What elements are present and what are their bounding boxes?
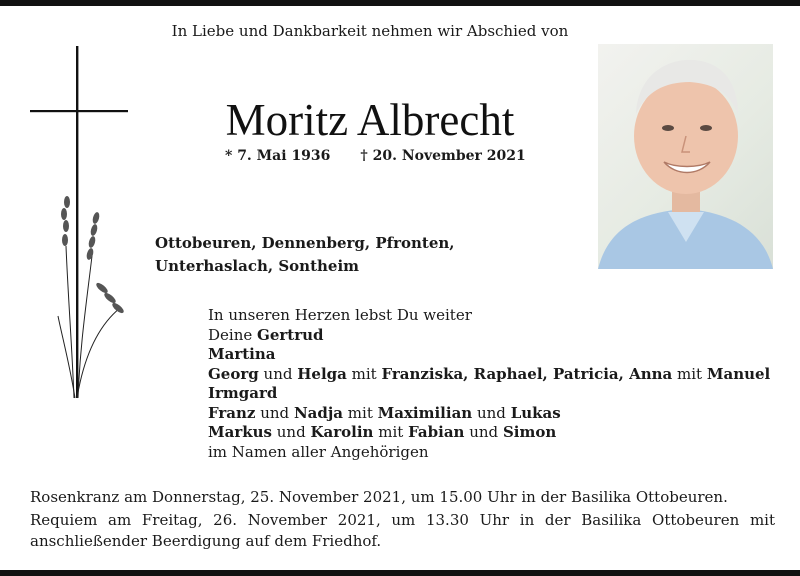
cross-with-wheat-icon: [28, 46, 138, 406]
family-motto: In unseren Herzen lebst Du weiter: [208, 306, 472, 324]
family-line-gertrud: Deine Gertrud: [208, 325, 324, 344]
places-line-1: Ottobeuren, Dennenberg, Pfronten,: [155, 234, 455, 252]
family-line-martina: Martina: [208, 345, 276, 363]
requiem-notice-line-2: anschließender Beerdigung auf dem Friedhof.: [30, 532, 382, 550]
family-list: [208, 306, 770, 462]
requiem-notice-line-1: Requiem am Freitag, 26. November 2021, um 13.30 Uhr in der Basilika Ottobeuren mit: [30, 511, 775, 529]
birth-date: * 7. Mai 1936: [225, 148, 331, 164]
portrait-illustration: [598, 44, 773, 269]
family-line-markus: Markus und Karolin mit Fabian und Simon: [208, 423, 557, 441]
family-closing: im Namen aller Angehörigen: [208, 442, 429, 461]
top-border: [0, 0, 800, 6]
service-details: [30, 487, 775, 552]
bottom-border: [0, 570, 800, 576]
rosary-notice: Rosenkranz am Donnerstag, 25. November 2021, um 15.00 Uhr in der Basilika Ottobeuren.: [30, 488, 728, 506]
death-date: † 20. November 2021: [360, 148, 526, 164]
family-line-irmgard: Irmgard: [208, 384, 278, 402]
places-line-2: Unterhaslach, Sontheim: [155, 257, 360, 275]
life-dates: [225, 148, 526, 164]
deceased-name: Moritz Albrecht: [225, 95, 515, 145]
family-line-franz: Franz und Nadja mit Maximilian und Lukas: [208, 403, 561, 422]
places-of-residence: [155, 232, 455, 278]
intro-text: In Liebe und Dankbarkeit nehmen wir Abschied von: [171, 22, 569, 40]
family-line-georg: Georg und Helga mit Franziska, Raphael, Patricia, Anna mit Manuel: [208, 364, 771, 383]
portrait-photo: [598, 44, 773, 269]
